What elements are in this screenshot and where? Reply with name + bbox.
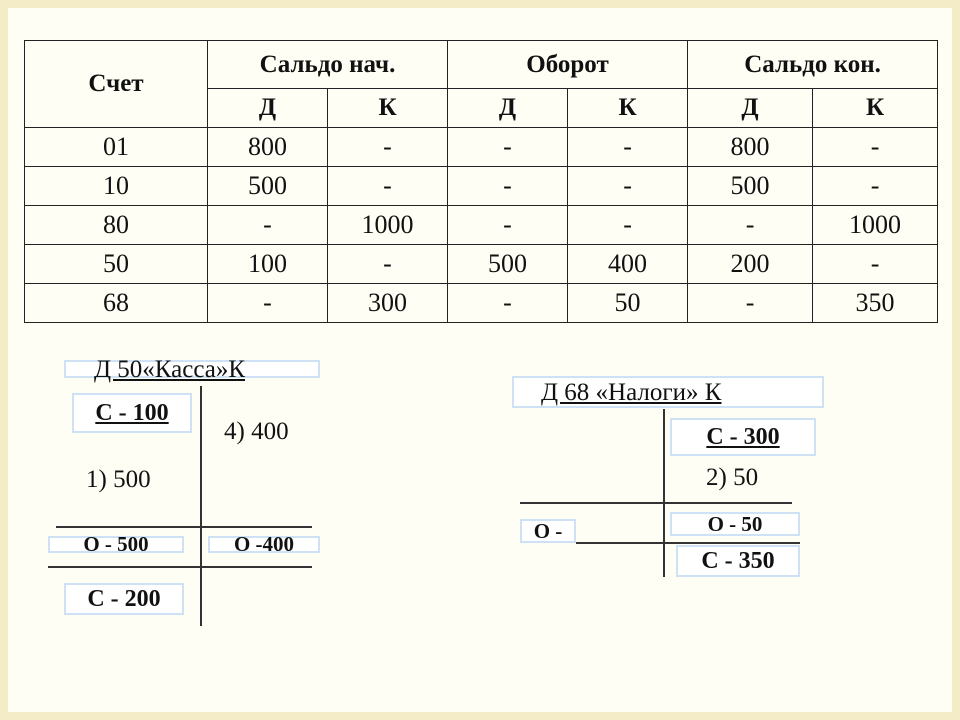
nalogi-opening-credit: С - 300 [670,418,816,456]
table-cell: 800 [688,128,813,167]
table-cell: 01 [25,128,208,167]
table-cell: 200 [688,245,813,284]
kassa-opening-debit: С - 100 [72,393,192,433]
table-cell: 800 [208,128,328,167]
nalogi-credit-entry: 2) 50 [706,464,759,491]
table-cell: 1000 [328,206,448,245]
header-credit: К [568,89,688,128]
table-cell: - [448,128,568,167]
table-row [25,128,938,167]
table-cell: 50 [25,245,208,284]
header-closing-balance: Сальдо кон. [688,41,938,89]
kassa-turnover-line-top [56,526,312,528]
header-turnover: Оборот [448,41,688,89]
table-cell: 350 [813,284,938,323]
header-credit: К [328,89,448,128]
kassa-debit-entry: 1) 500 [86,466,151,493]
table-cell: 68 [25,284,208,323]
nalogi-vertical-line [663,409,665,577]
kassa-vertical-line [200,386,202,626]
nalogi-closing-credit: С - 350 [676,545,800,577]
table-cell: - [328,128,448,167]
table-cell: - [208,206,328,245]
table-cell: 500 [448,245,568,284]
nalogi-turnover-credit: О - 50 [670,512,800,536]
turnover-table [24,40,938,323]
table-cell: - [448,284,568,323]
table-cell: 500 [688,167,813,206]
kassa-title: Д 50«Касса»К [94,356,246,383]
nalogi-turnover-debit: О - [520,519,576,543]
kassa-turnover-credit: О -400 [208,536,320,553]
header-debit: Д [688,89,813,128]
table-row [25,245,938,284]
table-cell: - [448,167,568,206]
table-cell: 300 [328,284,448,323]
nalogi-title: Д 68 «Налоги» К [541,379,722,406]
kassa-closing-debit: С - 200 [64,583,184,615]
table-cell: - [688,284,813,323]
table-cell: - [568,128,688,167]
table-cell: 100 [208,245,328,284]
header-credit: К [813,89,938,128]
table-cell: - [568,206,688,245]
header-debit: Д [448,89,568,128]
table-cell: - [448,206,568,245]
table-cell: - [813,245,938,284]
table-cell: - [688,206,813,245]
table-cell: 500 [208,167,328,206]
table-cell: 50 [568,284,688,323]
nalogi-turnover-line-bottom [576,542,800,544]
table-cell: - [328,245,448,284]
header-opening-balance: Сальдо нач. [208,41,448,89]
table-row [25,167,938,206]
header-account: Счет [25,41,208,128]
table-row [25,206,938,245]
table-cell: - [813,128,938,167]
table-cell: 80 [25,206,208,245]
header-debit: Д [208,89,328,128]
table-cell: - [208,284,328,323]
kassa-credit-entry: 4) 400 [224,418,289,445]
table-cell: 1000 [813,206,938,245]
nalogi-turnover-line-top [520,502,792,504]
table-cell: - [568,167,688,206]
kassa-turnover-line-bottom [48,566,312,568]
kassa-turnover-debit: О - 500 [48,536,184,553]
table-cell: 10 [25,167,208,206]
table-cell: - [813,167,938,206]
table-cell: - [328,167,448,206]
table-row [25,284,938,323]
table-cell: 400 [568,245,688,284]
